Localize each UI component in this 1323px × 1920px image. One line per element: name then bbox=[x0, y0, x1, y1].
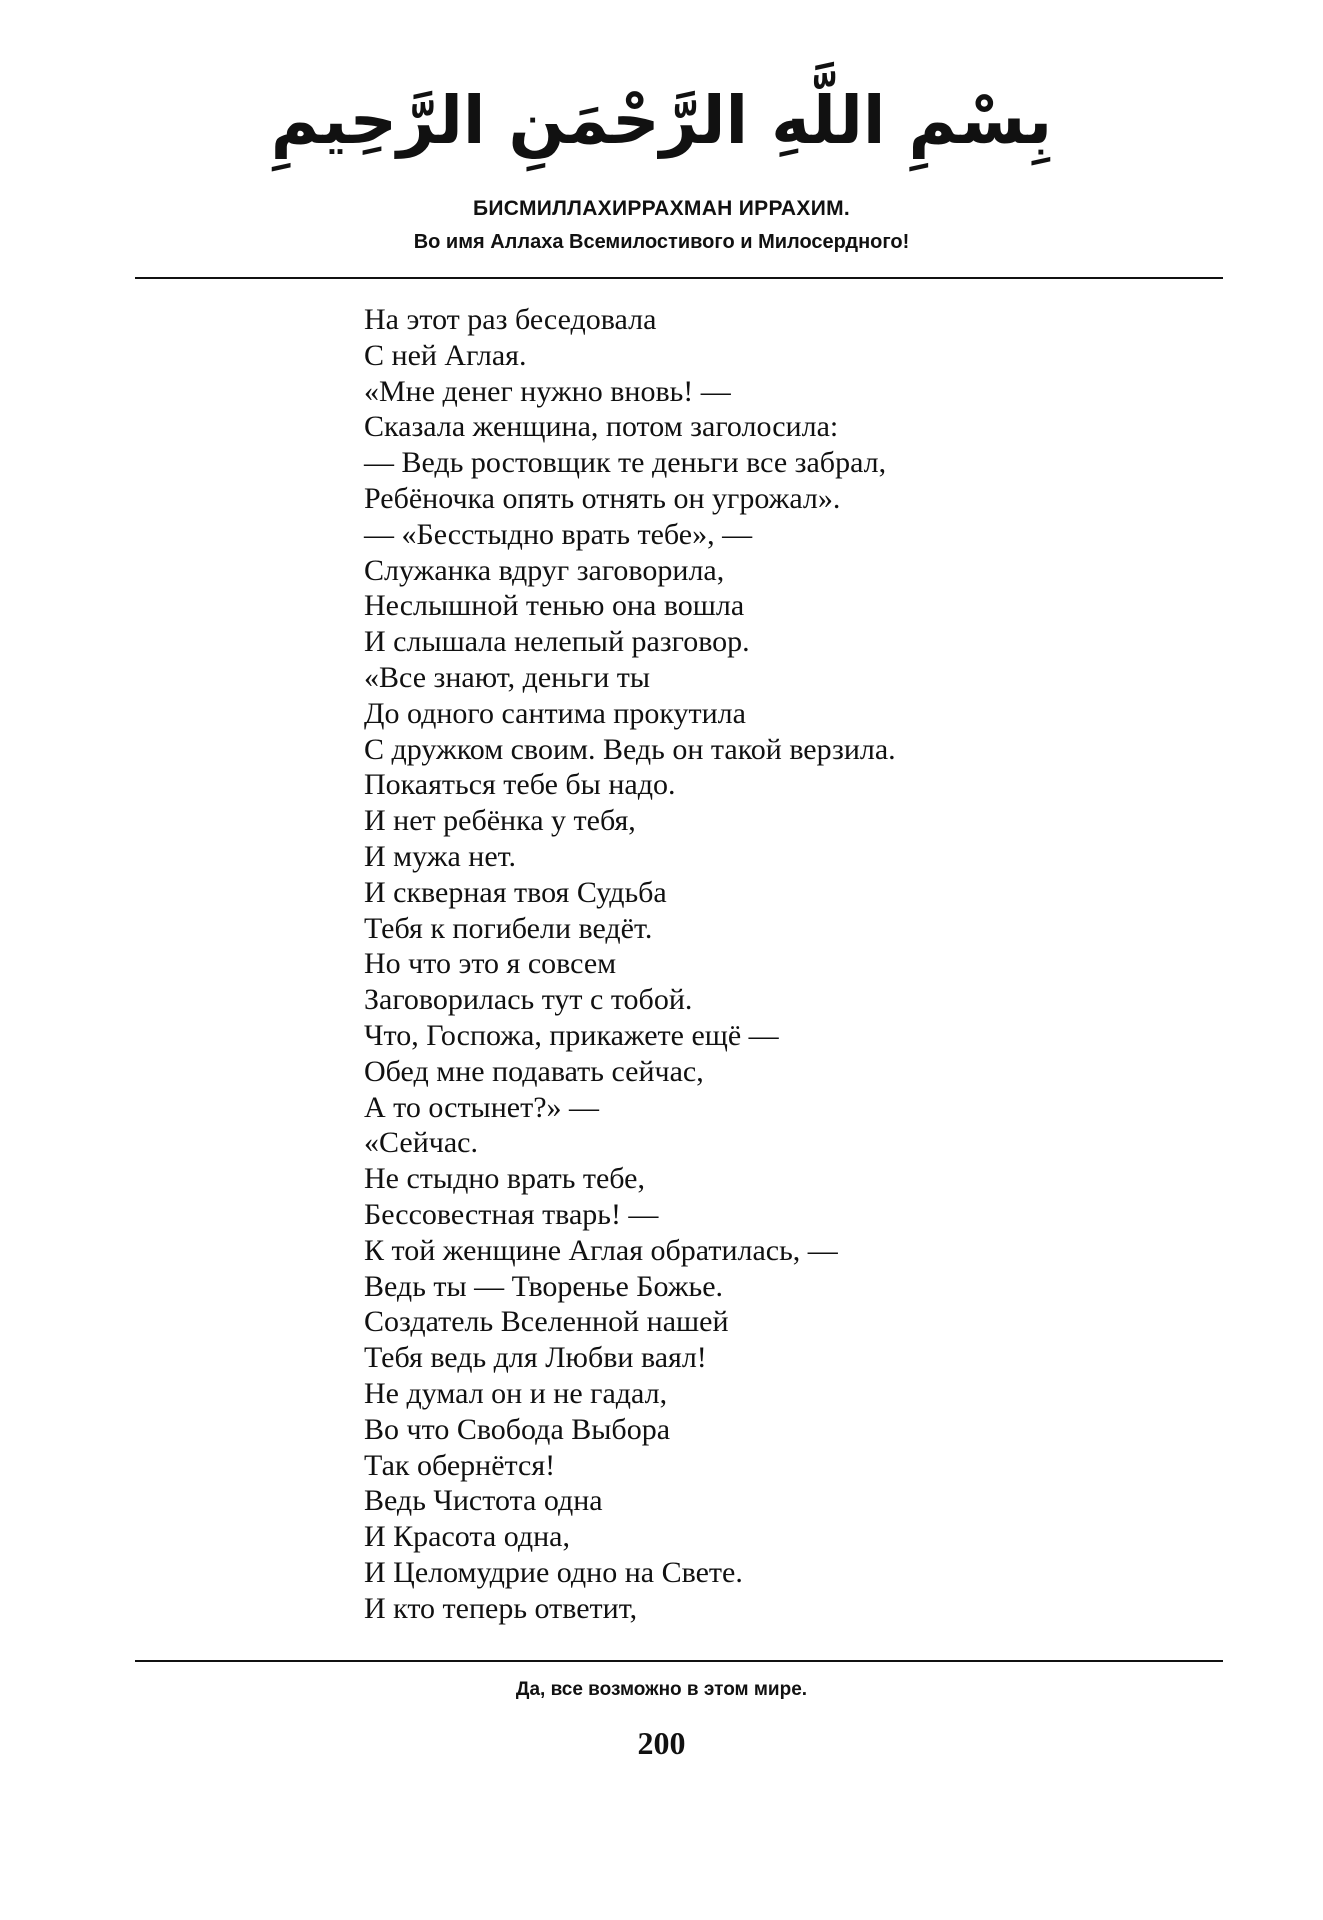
poem-line: И слышала нелепый разговор. bbox=[364, 625, 750, 659]
header-divider bbox=[135, 277, 1223, 279]
poem-line: — «Бесстыдно врать тебе», — bbox=[364, 517, 753, 551]
poem-line: И нет ребёнка у тебя, bbox=[364, 804, 636, 838]
poem-line: С ней Аглая. bbox=[364, 338, 527, 372]
poem-line: И Красота одна, bbox=[364, 1520, 570, 1554]
poem-line: Что, Госпожа, прикажете ещё — bbox=[364, 1018, 779, 1052]
poem-line: Тебя к погибели ведёт. bbox=[364, 911, 653, 945]
poem-line: Ведь ты — Творенье Божье. bbox=[364, 1269, 724, 1303]
poem-line: Так обернётся! bbox=[364, 1448, 556, 1482]
poem-line: Не думал он и не гадал, bbox=[364, 1376, 668, 1410]
poem-line: А то остынет?» — bbox=[364, 1090, 600, 1124]
poem-line: Во что Свобода Выбора bbox=[364, 1412, 671, 1446]
footer-note: Да, все возможно в этом мире. bbox=[515, 1679, 808, 1700]
poem-line: И мужа нет. bbox=[364, 839, 517, 873]
poem-line: Ведь Чистота одна bbox=[364, 1484, 603, 1518]
page-header-subtitle: Во имя Аллаха Всемилостивого и Милосердного! bbox=[413, 231, 910, 253]
poem-line: Заговорилась тут с тобой. bbox=[364, 983, 693, 1017]
poem-line: Служанка вдруг заговорила, bbox=[364, 553, 725, 587]
poem-line: Бессовестная тварь! — bbox=[364, 1197, 659, 1231]
poem-line: И кто теперь ответит, bbox=[364, 1591, 638, 1625]
page-number: 200 bbox=[637, 1725, 686, 1761]
poem-line: К той женщине Аглая обратилась, — bbox=[364, 1233, 838, 1267]
poem-line: Неслышной тенью она вошла bbox=[364, 589, 745, 623]
poem-line: С дружком своим. Ведь он такой верзила. bbox=[364, 732, 896, 766]
poem-line: Ребёночка опять отнять он угрожал». bbox=[364, 481, 841, 515]
poem-line: Сказала женщина, потом заголосила: bbox=[364, 410, 839, 444]
poem-line: Обед мне подавать сейчас, bbox=[364, 1054, 704, 1088]
poem-line: «Мне денег нужно вновь! — bbox=[364, 374, 731, 408]
poem-line: На этот раз беседовала bbox=[364, 303, 657, 336]
poem-line: Создатель Вселенной нашей bbox=[364, 1305, 729, 1339]
bismillah-calligraphy: بِسْمِ اللَّهِ الرَّحْمَنِ الرَّحِيمِ bbox=[270, 82, 1053, 159]
poem-line: «Сейчас. bbox=[364, 1126, 478, 1160]
poem-line: Но что это я совсем bbox=[364, 947, 617, 981]
poem-line: «Все знают, деньги ты bbox=[364, 660, 651, 694]
poem-line: И скверная твоя Судьба bbox=[364, 875, 667, 909]
poem-line: Тебя ведь для Любви ваял! bbox=[364, 1341, 707, 1375]
page-header-title: БИСМИЛЛАХИРРАХМАН ИРРАХИМ. bbox=[472, 197, 851, 220]
poem-line: Покаяться тебе бы надо. bbox=[364, 768, 676, 802]
poem-line: И Целомудрие одно на Свете. bbox=[364, 1555, 743, 1589]
poem-line: Не стыдно врать тебе, bbox=[364, 1162, 645, 1196]
poem-line: — Ведь ростовщик те деньги все забрал, bbox=[364, 446, 887, 480]
footer-divider bbox=[135, 1660, 1223, 1662]
poem-line: До одного сантима прокутила bbox=[364, 696, 746, 730]
poem-body bbox=[364, 302, 896, 1626]
